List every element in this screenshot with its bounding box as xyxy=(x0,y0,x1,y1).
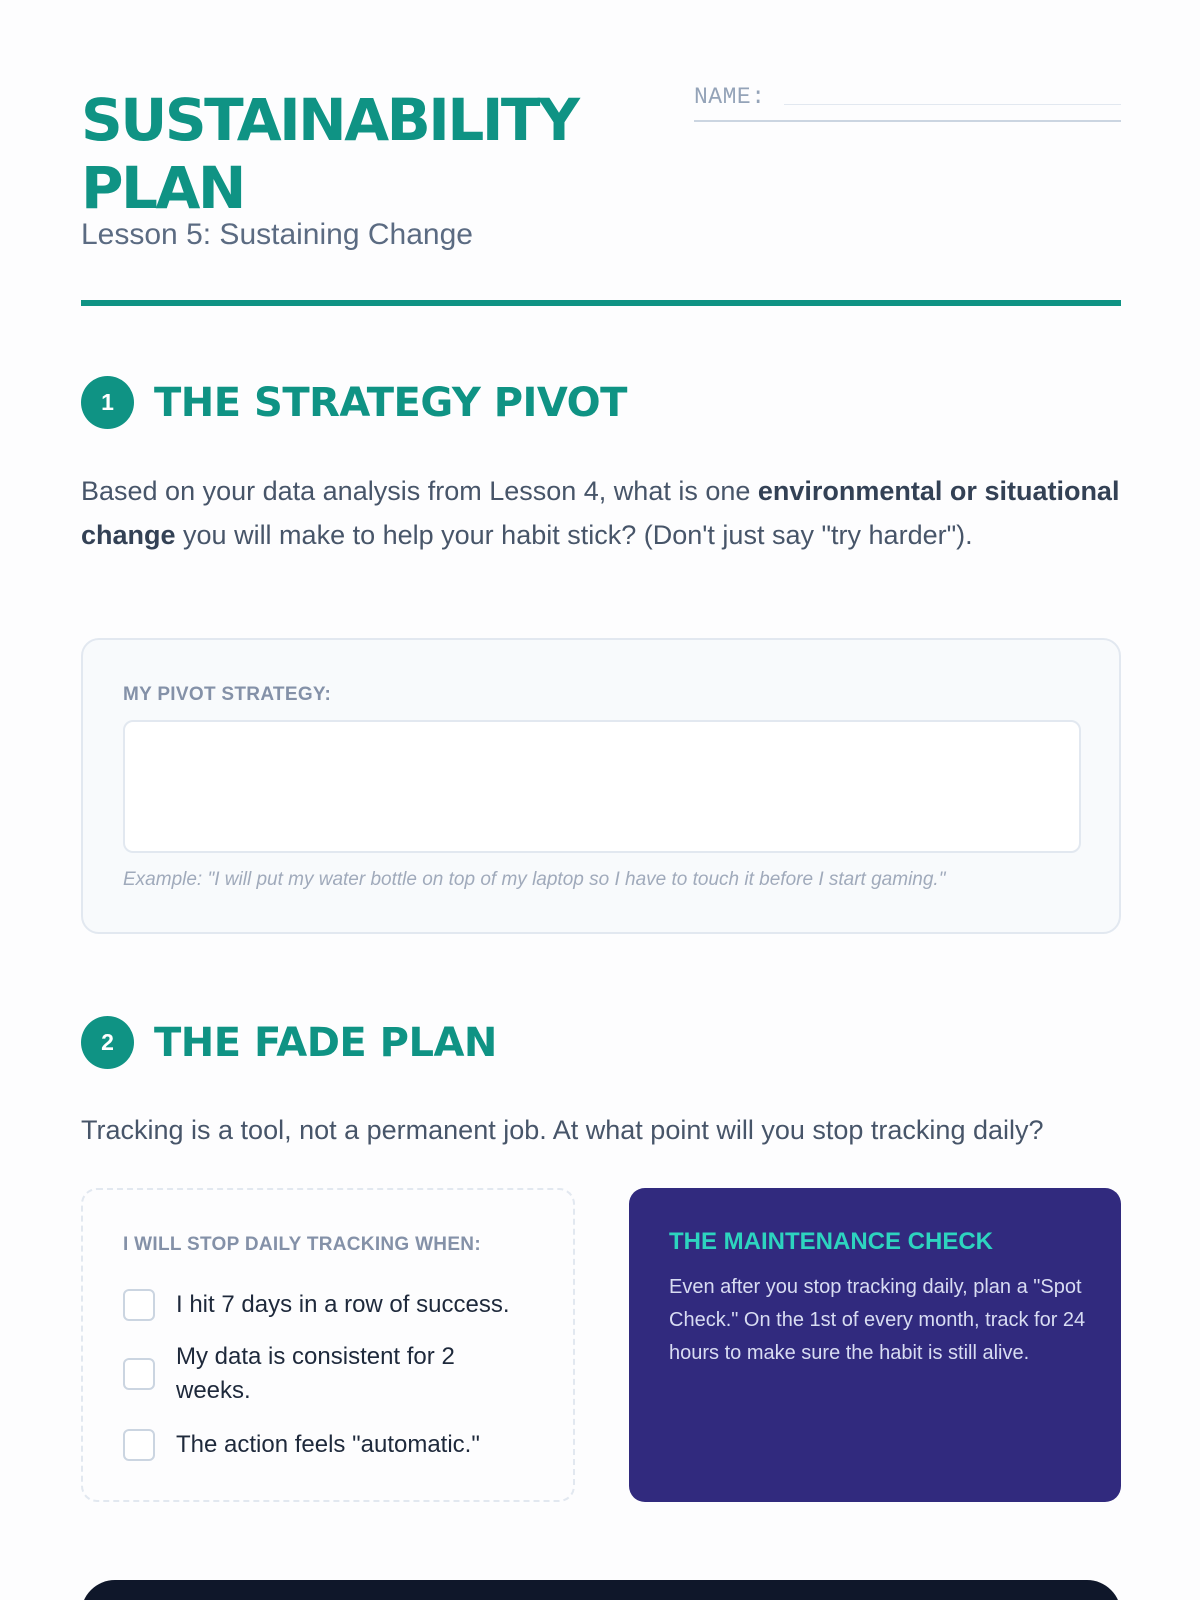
section-fade-plan-heading xyxy=(81,1016,1121,1072)
maintenance-check-title: THE MAINTENANCE CHECK xyxy=(669,1228,993,1255)
pivot-example-text: Example: "I will put my water bottle on top of my laptop so I have to touch it before I start gaming." xyxy=(123,869,946,890)
lesson-subtitle: Lesson 5: Sustaining Change xyxy=(81,218,473,251)
stop-tracking-label: I WILL STOP DAILY TRACKING WHEN: xyxy=(123,1234,481,1255)
name-field[interactable] xyxy=(694,80,1121,122)
maintenance-check-body: Even after you stop tracking daily, plan a "Spot Check." On the 1st of every month, track for 24 hours to make sure the habit is still alive. xyxy=(669,1276,1086,1364)
section-title: THE FADE PLAN xyxy=(154,1020,497,1066)
title-line-2: PLAN xyxy=(81,154,244,222)
strategy-prompt-text-1: Based on your data analysis from Lesson 4, what is one xyxy=(81,476,758,506)
name-label: NAME: xyxy=(694,84,766,110)
worksheet-page xyxy=(81,0,1121,1458)
checkbox[interactable] xyxy=(123,1429,155,1461)
maintenance-check-card xyxy=(629,1188,1121,1502)
pivot-strategy-label: MY PIVOT STRATEGY: xyxy=(123,684,332,705)
option-label: I hit 7 days in a row of success. xyxy=(176,1291,510,1318)
stop-tracking-options xyxy=(81,1188,575,1502)
section-strategy-pivot-heading xyxy=(81,376,1121,432)
option-item[interactable] xyxy=(123,1340,563,1408)
page-title xyxy=(81,86,578,222)
pivot-strategy-box xyxy=(81,638,1121,934)
name-input-line[interactable] xyxy=(784,104,1121,105)
strategy-prompt-text-2: you will make to help your habit stick? (Don't just say "try harder"). xyxy=(175,520,973,550)
header xyxy=(81,0,1121,310)
checkbox[interactable] xyxy=(123,1289,155,1321)
section-title: THE STRATEGY PIVOT xyxy=(154,380,627,426)
strategy-prompt-bold: environmental or situational change xyxy=(81,476,1120,550)
strategy-prompt xyxy=(81,469,1121,557)
section-number-badge: 2 xyxy=(81,1016,134,1069)
fade-plan-prompt: Tracking is a tool, not a permanent job. At what point will you stop tracking daily? xyxy=(81,1115,1044,1145)
option-item[interactable] xyxy=(123,1428,563,1462)
header-divider xyxy=(81,300,1121,306)
section-number-badge: 1 xyxy=(81,376,134,429)
footer-banner xyxy=(81,1580,1121,1600)
option-label: My data is consistent for 2 weeks. xyxy=(176,1343,455,1404)
pivot-strategy-input[interactable] xyxy=(123,720,1081,853)
option-label: The action feels "automatic." xyxy=(176,1431,480,1458)
title-line-1: SUSTAINABILITY xyxy=(81,86,578,154)
option-item[interactable] xyxy=(123,1288,563,1322)
checkbox[interactable] xyxy=(123,1358,155,1390)
